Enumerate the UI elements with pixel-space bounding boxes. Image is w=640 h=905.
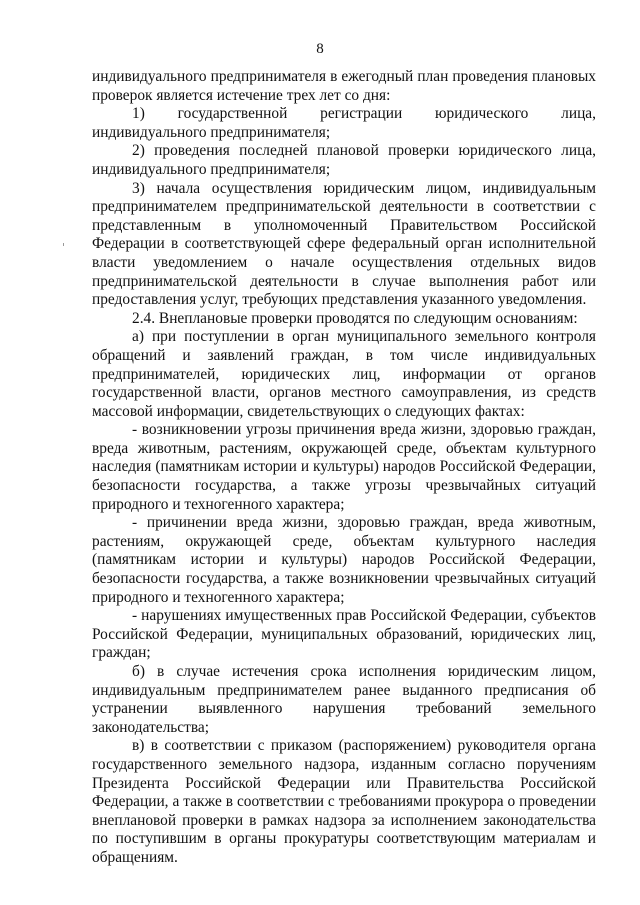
paragraph-item-v: в) в соответствии с приказом (распоряжением) руководителя органа государственного земельного надзора, изданным согласно поручениям Президента Российской Федерации или Правительства Российской Федерации, а также в соответствии с требованиями прокурора о проведении внеплановой проверки в рамках надзора за исполнением законодательства по поступившим в органы прокуратуры соответствующим материалам и обращениям. [92,737,596,866]
document-body [92,68,596,868]
paragraph-dash-property: - нарушениях имущественных прав Российской Федерации, субъектов Российской Федерации, муниципальных образований, юридических лиц, граждан; [92,607,596,662]
paragraph-dash-harm: - причинении вреда жизни, здоровью граждан, вреда животным, растениям, окружающей среде, объектам культурного наследия (памятникам истории и культуры) народов Российской Федерации, безопасности государства, а также возникновении чрезвычайных ситуаций природного и техногенного характера; [92,514,596,606]
page-number: 8 [316,41,324,57]
paragraph-section-2-4: 2.4. Внеплановые проверки проводятся по следующим основаниям: [132,309,578,327]
paragraph-item-1: 1) государственной регистрации юридического лица, индивидуального предпринимателя; [92,105,596,141]
paragraph-item-3: 3) начала осуществления юридическим лицом, индивидуальным предпринимателем предпринимательской деятельности в соответствии с представленным в уполномоченный Правительством Российской Федерации в соответствующей сфере федеральный орган исполнительной власти уведомлением о начале осуществления отдельных видов предпринимательской деятельности в случае выполнения работ или предоставления услуг, требующих представления указанного уведомления. [92,179,596,309]
paragraph-item-2: 2) проведения последней плановой проверки юридического лица, индивидуального предпринимателя; [92,142,596,178]
margin-mark [63,243,64,246]
paragraph-continuation: индивидуального предпринимателя в ежегодный план проведения плановых проверок является истечение трех лет со дня: [92,68,596,104]
paragraph-item-b: б) в случае истечения срока исполнения юридическим лицом, индивидуальным предпринимателем ранее выданного предписания об устранении выявленного нарушения требований земельного законодательства; [92,663,596,736]
paragraph-item-a: а) при поступлении в орган муниципального земельного контроля обращений и заявлений граждан, в том числе индивидуальных предпринимателей, юридических лиц, информации от органов государственной власти, органов местного самоуправления, из средств массовой информации, свидетельствующих о следующих фактах: [92,328,596,420]
paragraph-dash-threat: - возникновении угрозы причинения вреда жизни, здоровью граждан, вреда животным, растениям, окружающей среде, объектам культурного наследия (памятникам истории и культуры) народов Российской Федерации, безопасности государства, а также угрозы чрезвычайных ситуаций природного и техногенного характера; [92,421,596,513]
